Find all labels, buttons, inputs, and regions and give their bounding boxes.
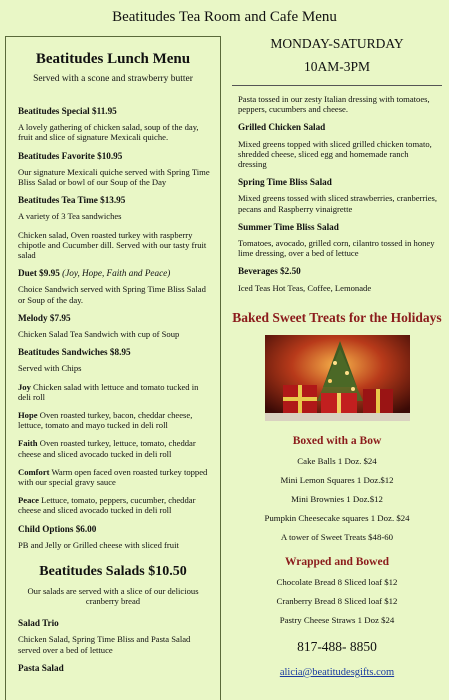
sandwich-peace	[18, 495, 210, 515]
item-heading: Beatitudes Tea Time $13.95	[18, 195, 126, 206]
item-heading: Summer Time Bliss Salad	[238, 221, 339, 232]
wrapped-line: Pastry Cheese Straws 1 Doz $24	[279, 614, 395, 625]
boxed-title: Boxed with a Bow	[292, 434, 382, 447]
item-heading	[18, 268, 210, 278]
sandwich-desc: Oven roasted turkey, bacon, cheddar cheese, lettuce, tomato and mayo tucked in deli roll	[18, 410, 193, 431]
item-text: Chicken salad, Oven roasted turkey with raspberry chipotle and Cucumber dill. Served with our tasty fruit salad	[18, 229, 207, 261]
item-heading: Spring Time Bliss Salad	[238, 177, 332, 188]
right-column	[232, 34, 442, 678]
holiday-gifts-photo	[265, 335, 410, 421]
item-text: Chicken Salad Tea Sandwich with cup of Soup	[18, 329, 180, 340]
lunch-items	[6, 106, 220, 550]
item-text: A variety of 3 Tea sandwiches	[18, 211, 122, 222]
lunch-subtitle: Served with a scone and strawberry butter	[33, 74, 193, 84]
item-text: Our signature Mexicali quiche served with Spring Time Bliss Salad or bowl of our Soup of the Day	[18, 166, 210, 188]
item-heading: Melody $7.95	[18, 312, 71, 323]
item-heading: Grilled Chicken Salad	[238, 122, 326, 133]
item-text: Choice Sandwich served with Spring Time Bliss Salad or Soup of the day.	[18, 284, 206, 305]
item-heading: Beatitudes Favorite $10.95	[18, 150, 123, 161]
sandwich-desc: Lettuce, tomato, peppers, cucumber, cheddar cheese and sliced avocado tucked in deli roll	[18, 495, 196, 516]
boxed-line: Pumpkin Cheesecake squares 1 Doz. $24	[264, 512, 410, 523]
item-text: Served with Chips	[18, 363, 82, 374]
wrapped-title: Wrapped and Bowed	[285, 555, 389, 568]
sandwich-hope	[18, 410, 210, 430]
sandwich-name: Peace	[18, 495, 39, 506]
item-heading: Child Options $6.00	[18, 523, 97, 534]
wrapped-line: Cranberry Bread 8 Sliced loaf $12	[276, 595, 398, 606]
duet-extra: (Joy, Hope, Faith and Peace)	[62, 268, 171, 279]
sandwich-desc: Oven roasted turkey, lettuce, tomato, cheddar cheese and sliced avocado tucked in deli roll	[18, 438, 196, 459]
sandwich-desc: Warm open faced oven roasted turkey topped with our special gravy sauce	[18, 466, 208, 488]
lunch-panel	[5, 36, 221, 700]
item-text: Chicken Salad, Spring Time Bliss and Pasta Salad served over a bed of lettuce	[18, 634, 191, 655]
email-link[interactable]: alicia@beatitudesgifts.com	[279, 666, 395, 678]
sandwich-name: Faith	[18, 438, 38, 449]
item-text: PB and Jelly or Grilled cheese with sliced fruit	[18, 539, 179, 550]
item-text: Mixed greens topped with sliced grilled chicken tomato, shredded cheese, sliced egg and homemade ranch dressing	[238, 138, 432, 170]
boxed-line: Mini Brownies 1 Doz.$12	[291, 493, 383, 504]
item-heading: Beatitudes Sandwiches $8.95	[18, 347, 131, 358]
boxed-line: A tower of Sweet Treats $48-60	[280, 531, 394, 542]
sandwich-name: Joy	[18, 381, 31, 392]
duet-heading: Duet $9.95	[18, 268, 60, 279]
page-title: Beatitudes Tea Room and Cafe Menu	[112, 9, 337, 25]
sandwich-joy	[18, 382, 210, 402]
item-text: Iced Teas Hot Teas, Coffee, Lemonade	[238, 282, 372, 293]
salads-subtitle: Our salads are served with a slice of our delicious cranberry bread	[27, 586, 199, 607]
baked-treats-title: Baked Sweet Treats for the Holidays	[232, 309, 442, 325]
item-heading: Pasta Salad	[18, 662, 64, 673]
sandwich-name: Hope	[18, 410, 38, 421]
item-heading: Beverages $2.50	[238, 266, 301, 277]
hours-time: 10AM-3PM	[303, 59, 370, 74]
item-text: Mixed greens tossed with sliced strawberries, cranberries, pecans and Raspberry vinaigrette	[238, 193, 438, 214]
boxed-line: Cake Balls 1 Doz. $24	[297, 455, 377, 466]
item-heading: Salad Trio	[18, 618, 59, 629]
salad-items	[6, 618, 220, 673]
sandwich-name: Comfort	[18, 466, 50, 477]
item-heading: Beatitudes Special $11.95	[18, 106, 117, 116]
divider	[232, 85, 442, 86]
wrapped-line: Chocolate Bread 8 Sliced loaf $12	[276, 576, 398, 587]
hours-days: MONDAY-SATURDAY	[270, 36, 404, 51]
sandwich-desc: Chicken salad with lettuce and tomato tucked in deli roll	[18, 381, 199, 402]
boxed-line: Mini Lemon Squares 1 Doz.$12	[280, 474, 394, 485]
sandwich-comfort	[18, 467, 210, 487]
right-items	[232, 94, 442, 293]
sandwich-faith	[18, 438, 210, 458]
item-text: Tomatoes, avocado, grilled corn, cilantro tossed in honey lime dressing, over a bed of lettuce	[238, 238, 435, 259]
item-text: Pasta tossed in our zesty Italian dressing with tomatoes, peppers, cucumbers and cheese.	[238, 94, 430, 115]
lunch-title: Beatitudes Lunch Menu	[35, 51, 191, 67]
item-text: A lovely gathering of chicken salad, soup of the day, fruit and slice of signature Mexicali quiche.	[18, 122, 199, 143]
phone-number: 817-488- 8850	[297, 638, 377, 654]
salads-title: Beatitudes Salads $10.50	[39, 564, 187, 580]
